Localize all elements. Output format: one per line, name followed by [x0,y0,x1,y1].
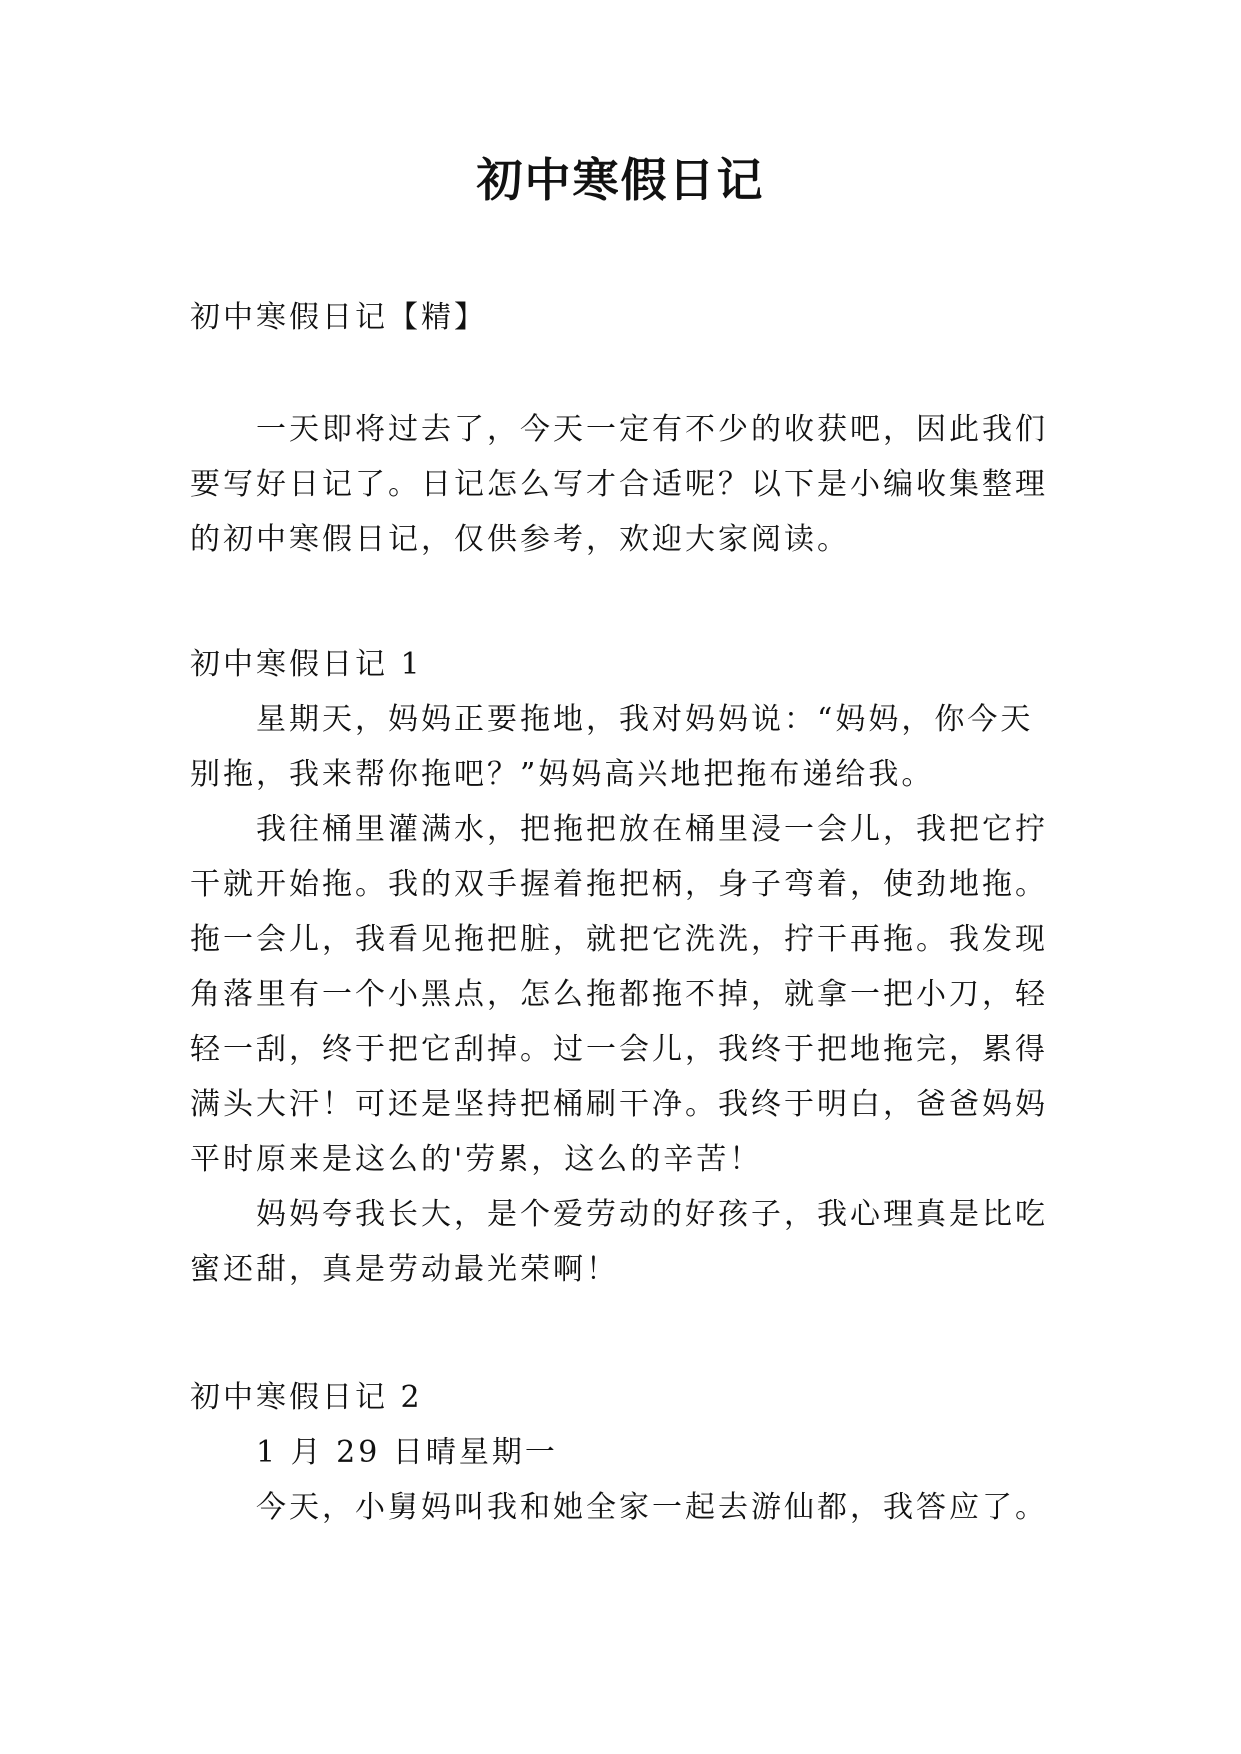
intro-line: 一天即将过去了，今天一定有不少的收获吧，因此我们 [256,412,1048,447]
intro-line: 要写好日记了。日记怎么写才合适呢？以下是小编收集整理 [190,467,1048,502]
entry-line: 角落里有一个小黑点，怎么拖都拖不掉，就拿一把小刀，轻 [190,977,1048,1012]
entry-line: 星期天，妈妈正要拖地，我对妈妈说：“妈妈，你今天 [256,702,1034,737]
entry-heading: 初中寒假日记 2 [190,1380,423,1415]
entry-line: 满头大汗！可还是坚持把桶刷干净。我终于明白，爸爸妈妈 [190,1087,1048,1122]
entry-line: 我往桶里灌满水，把拖把放在桶里浸一会儿，我把它拧 [256,812,1048,847]
entry-date: 1 月 29 日晴星期一 [256,1435,558,1470]
entry-line: 别拖，我来帮你拖吧？”妈妈高兴地把拖布递给我。 [190,757,935,792]
entry-line: 今天，小舅妈叫我和她全家一起去游仙都，我答应了。 [256,1490,1048,1525]
entry-line: 拖一会儿，我看见拖把脏，就把它洗洗，拧干再拖。我发现 [190,922,1048,957]
intro-line: 的初中寒假日记，仅供参考，欢迎大家阅读。 [190,522,850,557]
entry-line: 蜜还甜，真是劳动最光荣啊！ [190,1252,619,1287]
document-subtitle: 初中寒假日记【精】 [190,300,487,335]
entry-line: 轻一刮，终于把它刮掉。过一会儿，我终于把地拖完，累得 [190,1032,1048,1067]
entry-line: 干就开始拖。我的双手握着拖把柄，身子弯着，使劲地拖。 [190,867,1048,902]
entry-line: 平时原来是这么的'劳累，这么的辛苦！ [190,1142,763,1177]
entry-line: 妈妈夸我长大，是个爱劳动的好孩子，我心理真是比吃 [256,1197,1048,1232]
entry-heading: 初中寒假日记 1 [190,647,423,682]
page-title: 初中寒假日记 [476,153,765,207]
